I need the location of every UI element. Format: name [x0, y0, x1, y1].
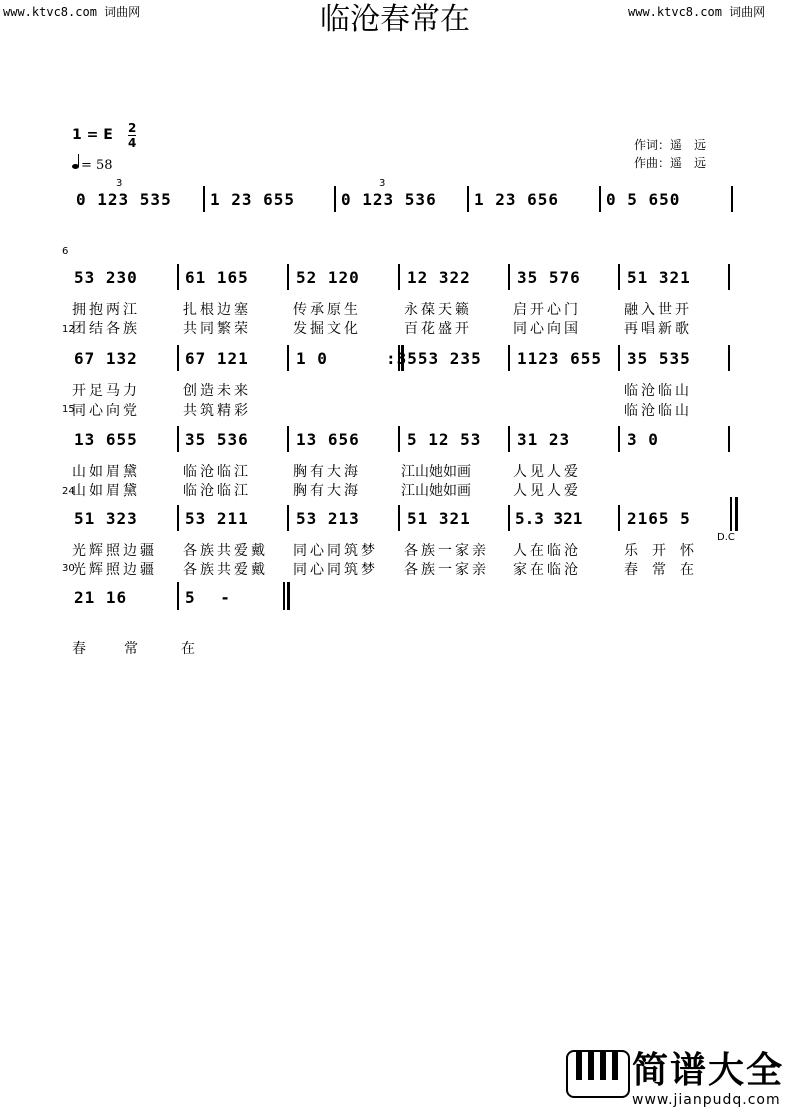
lyric-verse-1: 开足马力	[72, 383, 140, 399]
measure: 13 655	[74, 430, 138, 449]
lyric-verse-2: 同心同筑梦	[293, 562, 378, 578]
bar-line	[618, 264, 620, 290]
lyric-verse-2: 光辉照边疆	[72, 562, 157, 578]
measure: :3553 235	[386, 349, 482, 368]
measure: 12 322	[407, 268, 471, 287]
lyric-verse-2: 胸有大海	[293, 483, 361, 499]
measure: 1 23 656	[474, 190, 560, 209]
lyric-verse-2: 同心向国	[513, 321, 581, 337]
measure: 67 121	[185, 349, 249, 368]
lyric-verse-1: 光辉照边疆	[72, 543, 157, 559]
bar-line	[599, 186, 601, 212]
lyric-verse-2: 家在临沧	[513, 562, 581, 578]
end-barline	[730, 497, 732, 531]
site-logo-url: www.jianpudq.com	[632, 1092, 781, 1108]
key-signature: 1 = E	[72, 127, 113, 143]
lyric-verse-1: 永葆天籁	[404, 302, 472, 318]
measure: 51 321	[407, 509, 471, 528]
bar-line	[728, 264, 730, 290]
measure: 35 576	[517, 268, 581, 287]
bar-line	[287, 345, 289, 371]
site-logo-text: 简谱大全	[632, 1050, 785, 1091]
bar-line	[177, 264, 179, 290]
triplet-mark: 3	[116, 178, 123, 189]
measure: 61 165	[185, 268, 249, 287]
measure: 31 23	[517, 430, 571, 449]
composer-credit: 作曲：遥 远	[634, 156, 707, 170]
tempo-value: = 58	[81, 158, 113, 173]
bar-line	[398, 426, 400, 452]
bar-line	[467, 186, 469, 212]
measure: 2165 5	[627, 509, 691, 528]
measure: 0 123 535	[76, 190, 172, 209]
measure-number: 15	[62, 404, 75, 415]
final-barline-thick	[287, 582, 290, 610]
source-watermark-left: www.ktvc8.com 词曲网	[3, 5, 141, 19]
measure: 5.3 321	[515, 509, 583, 528]
measure-number: 12	[62, 324, 75, 335]
bar-line	[508, 345, 510, 371]
bar-line	[618, 345, 620, 371]
lyric-verse-1: 乐开怀	[624, 543, 708, 559]
measure: 21 16	[74, 588, 128, 607]
lyric-verse-1: 创造未来	[183, 383, 251, 399]
final-barline	[283, 582, 285, 610]
bar-line	[177, 505, 179, 531]
measure: 5 -	[185, 588, 238, 607]
time-denominator: 4	[128, 136, 137, 150]
measure-number: 24	[62, 486, 75, 497]
quarter-note-icon	[72, 164, 79, 169]
measure: 67 132	[74, 349, 138, 368]
lyric-verse-2: 同心向党	[72, 403, 140, 419]
dc-mark: D.C	[717, 532, 735, 543]
lyric-verse-2: 临沧临山	[624, 403, 692, 419]
lyric-verse-2: 春常在	[624, 562, 708, 578]
lyric-verse-2: 共同繁荣	[183, 321, 251, 337]
lyric-verse-1: 临沧临山	[624, 383, 692, 399]
bar-line	[728, 426, 730, 452]
lyric-verse-2: 江山她如画	[401, 483, 471, 499]
song-title: 临沧春常在	[320, 2, 470, 37]
bar-line	[177, 426, 179, 452]
lyric-verse-2: 团结各族	[72, 321, 140, 337]
end-barline-thick	[735, 497, 738, 531]
bar-line	[203, 186, 205, 212]
bar-line	[287, 505, 289, 531]
measure: 51 323	[74, 509, 138, 528]
bar-line	[728, 345, 730, 371]
measure: 52 120	[296, 268, 360, 287]
bar-line	[508, 264, 510, 290]
lyric-verse-1: 临沧临江	[183, 464, 251, 480]
measure: 13 656	[296, 430, 360, 449]
lyric-verse-1: 江山她如画	[401, 464, 471, 480]
time-signature	[128, 121, 136, 150]
triplet-mark: 3	[379, 178, 386, 189]
bar-line	[334, 186, 336, 212]
measure-number: 30	[62, 563, 75, 574]
lyric-verse-1: 融入世开	[624, 302, 692, 318]
lyric-verse-2: 山如眉黛	[72, 483, 140, 499]
bar-line	[177, 582, 179, 610]
lyric-verse-1: 同心同筑梦	[293, 543, 378, 559]
lyric-verse-1: 山如眉黛	[72, 464, 140, 480]
piano-logo-icon	[566, 1050, 630, 1098]
bar-line	[508, 426, 510, 452]
lyric-verse-1: 扎根边塞	[183, 302, 251, 318]
lyric-verse-1: 启开心门	[513, 302, 581, 318]
lyricist-credit: 作词：遥 远	[634, 138, 707, 152]
bar-line	[618, 505, 620, 531]
lyric-verse-1: 各族一家亲	[404, 543, 489, 559]
lyric-verse-1: 在	[181, 641, 198, 657]
lyric-verse-2: 百花盛开	[404, 321, 472, 337]
bar-line	[177, 345, 179, 371]
lyric-verse-1: 人在临沧	[513, 543, 581, 559]
measure-number: 6	[62, 246, 69, 257]
measure: 53 211	[185, 509, 249, 528]
lyric-verse-2: 各族共爱戴	[183, 562, 268, 578]
bar-line	[398, 264, 400, 290]
lyric-verse-2: 再唱新歌	[624, 321, 692, 337]
measure: 0 123 536	[341, 190, 437, 209]
time-numerator: 2	[128, 121, 137, 135]
measure: 0 5 650	[606, 190, 681, 209]
measure: 5 12 53	[407, 430, 482, 449]
lyric-verse-2: 共筑精彩	[183, 403, 251, 419]
measure: 3 0	[627, 430, 659, 449]
bar-line	[618, 426, 620, 452]
measure: 53 213	[296, 509, 360, 528]
measure: 1 23 655	[210, 190, 296, 209]
measure: 1123 655	[517, 349, 603, 368]
lyric-verse-2: 临沧临江	[183, 483, 251, 499]
measure: 51 321	[627, 268, 691, 287]
lyric-verse-1: 传承原生	[293, 302, 361, 318]
bar-line	[287, 264, 289, 290]
bar-line	[731, 186, 733, 212]
bar-line	[287, 426, 289, 452]
lyric-verse-1: 拥抱两江	[72, 302, 140, 318]
measure: 35 536	[185, 430, 249, 449]
lyric-verse-1: 各族共爱戴	[183, 543, 268, 559]
measure: 53 230	[74, 268, 138, 287]
lyric-verse-1: 人见人爱	[513, 464, 581, 480]
bar-line	[398, 505, 400, 531]
measure: 35 535	[627, 349, 691, 368]
lyric-verse-1: 春常	[72, 641, 176, 657]
bar-line	[508, 505, 510, 531]
source-watermark-right: www.ktvc8.com 词曲网	[628, 5, 766, 19]
lyric-verse-2: 各族一家亲	[404, 562, 489, 578]
lyric-verse-2: 人见人爱	[513, 483, 581, 499]
tempo-mark	[72, 158, 113, 173]
measure: 1 0	[296, 349, 328, 368]
lyric-verse-2: 发掘文化	[293, 321, 361, 337]
lyric-verse-1: 胸有大海	[293, 464, 361, 480]
